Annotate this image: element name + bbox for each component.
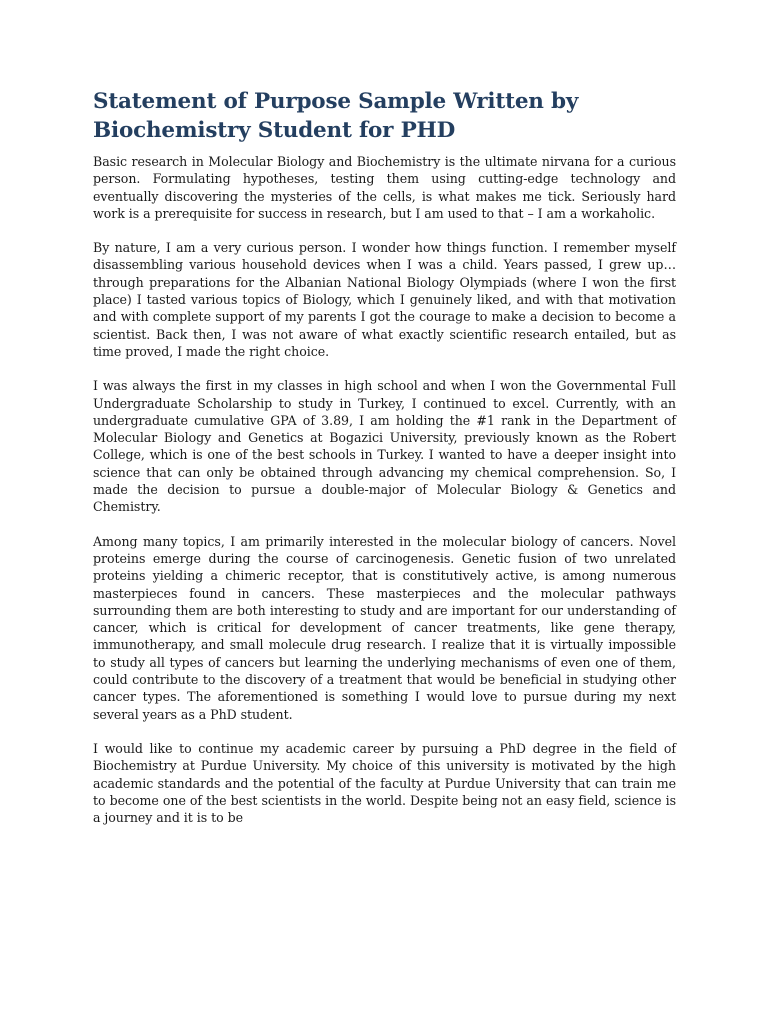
paragraph-2: By nature, I am a very curious person. I wonder how things function. I remember myself disassembling various household devices when I was a child. Years passed, I grew up… through preparations for the Albanian National Biology Olympiads (where I won the first place) I tasted various topics of Biology, which I genuinely liked, and with that motivation and with complete support of my parents I got the courage to make a decision to become a scientist. Back then, I was not aware of what exactly scientific research entailed, but as time proved, I made the right choice. bbox=[93, 240, 676, 359]
paragraph-3: I was always the first in my classes in high school and when I won the Governmental Full Undergraduate Scholarship to study in Turkey, I continued to excel. Currently, with an undergraduate cumulative GPA of 3.89, I am holding the #1 rank in the Department of Molecular Biology and Genetics at Bogazici University, previously known as the Robert College, which is one of the best schools in Turkey. I wanted to have a deeper insight into science that can only be obtained through advancing my chemical comprehension. So, I made the decision to pursue a double-major of Molecular Biology & Genetics and Chemistry. bbox=[93, 378, 676, 515]
paragraph-5: I would like to continue my academic career by pursuing a PhD degree in the field of Biochemistry at Purdue University. My choice of this university is motivated by the high academic standards and the potential of the faculty at Purdue University that can train me to become one of the best scientists in the world. Despite being not an easy field, science is a journey and it is to be bbox=[93, 740, 676, 826]
paragraph-1: Basic research in Molecular Biology and Biochemistry is the ultimate nirvana for a curious person. Formulating hypotheses, testing them using cutting-edge technology and eventually discovering the mysteries of the cells, is what makes me tick. Seriously hard work is a prerequisite for success in research, but I am used to that – I am a workaholic. bbox=[93, 154, 676, 221]
document-title: Statement of Purpose Sample Written by Biochemistry Student for PHD bbox=[93, 89, 579, 143]
document-page bbox=[93, 87, 676, 843]
paragraph-4: Among many topics, I am primarily interested in the molecular biology of cancers. Novel proteins emerge during the course of carcinogenesis. Genetic fusion of two unrelated proteins yielding a chimeric receptor, that is constitutively active, is among numerous masterpieces found in cancers. These masterpieces and the molecular pathways surrounding them are both interesting to study and are important for our understanding of cancer, which is critical for development of cancer treatments, like gene therapy, immunotherapy, and small molecule drug research. I realize that it is virtually impossible to study all types of cancers but learning the underlying mechanisms of even one of them, could contribute to the discovery of a treatment that would be beneficial in studying other cancer types. The aforementioned is something I would love to pursue during my next several years as a PhD student. bbox=[93, 533, 676, 722]
